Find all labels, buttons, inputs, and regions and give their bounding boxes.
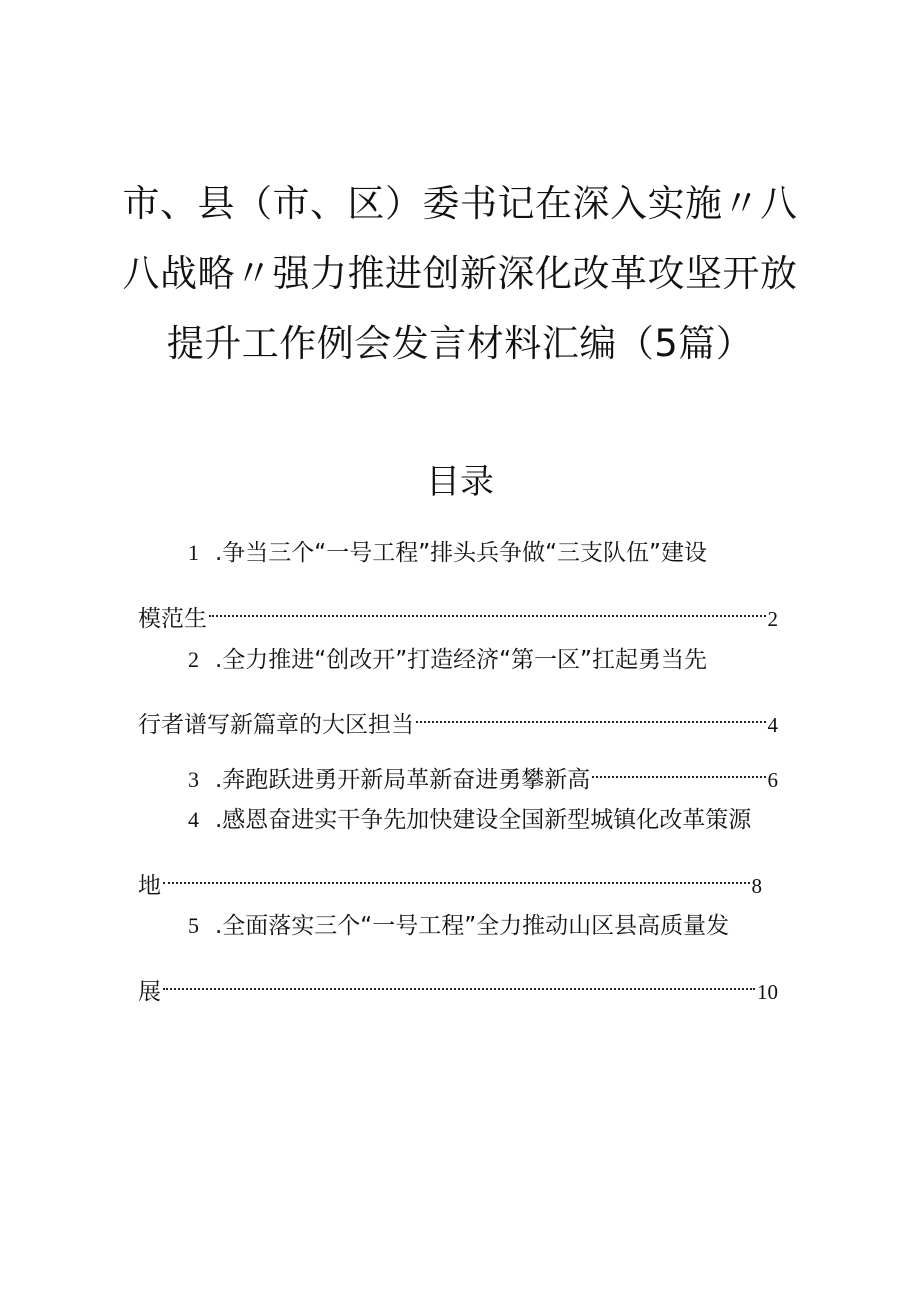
toc-dot-leader bbox=[209, 586, 766, 626]
toc-dot-leader bbox=[592, 747, 765, 787]
toc-entry-text: .全力推进“创改开”打造经济“第一区”扛起勇当先 bbox=[215, 647, 707, 673]
toc-page-number: 8 bbox=[751, 874, 762, 898]
toc-dot-leader bbox=[163, 853, 750, 893]
toc-entry-text: .争当三个“一号工程”排头兵争做“三支队伍”建设 bbox=[215, 540, 707, 566]
toc-page-number: 10 bbox=[757, 980, 778, 1004]
toc-entry-3-line-1[interactable] bbox=[138, 747, 778, 793]
toc-entry-1-line-2[interactable] bbox=[138, 586, 778, 632]
toc-heading: 目录 bbox=[426, 462, 494, 502]
toc-entry-number: 4 bbox=[188, 807, 199, 832]
toc-entry-number: 1 bbox=[188, 540, 199, 565]
toc-entry-4-line-1[interactable] bbox=[138, 800, 778, 840]
toc-page-number: 6 bbox=[767, 768, 778, 792]
toc-entry-4-line-2[interactable] bbox=[138, 853, 762, 899]
toc-entry-2-line-2[interactable] bbox=[138, 692, 778, 738]
document-title-line-1: 市、县（市、区）委书记在深入实施〃八 bbox=[122, 182, 798, 225]
toc-entry-text: .奔跑跃进勇开新局革新奋进勇攀新高 bbox=[215, 767, 591, 793]
toc-entry-2-line-1[interactable] bbox=[138, 640, 778, 680]
toc-entry-1-line-1[interactable] bbox=[138, 533, 778, 573]
toc-entry-text: 行者谱写新篇章的大区担当 bbox=[138, 712, 414, 738]
toc-entry-number: 2 bbox=[188, 647, 199, 672]
toc-entry-5-line-1[interactable] bbox=[138, 906, 778, 946]
toc-dot-leader bbox=[416, 692, 766, 732]
toc-entry-number: 3 bbox=[188, 767, 199, 792]
toc-entry-text: 模范生 bbox=[138, 606, 207, 632]
document-title-line-2: 八战略〃强力推进创新深化改革攻坚开放 bbox=[122, 252, 798, 295]
toc-entry-number: 5 bbox=[188, 913, 199, 938]
toc-entry-text: .感恩奋进实干争先加快建设全国新型城镇化改革策源 bbox=[215, 807, 752, 833]
toc-entry-5-line-2[interactable] bbox=[138, 959, 778, 1005]
document-title-line-3: 提升工作例会发言材料汇编（5篇） bbox=[166, 322, 754, 365]
toc-entry-text: 展 bbox=[138, 979, 161, 1005]
toc-dot-leader bbox=[163, 959, 755, 999]
toc-entry-text: 地 bbox=[138, 873, 161, 899]
toc-entry-text: .全面落实三个“一号工程”全力推动山区县高质量发 bbox=[215, 913, 730, 939]
toc-page-number: 2 bbox=[767, 607, 778, 631]
toc-page-number: 4 bbox=[767, 713, 778, 737]
